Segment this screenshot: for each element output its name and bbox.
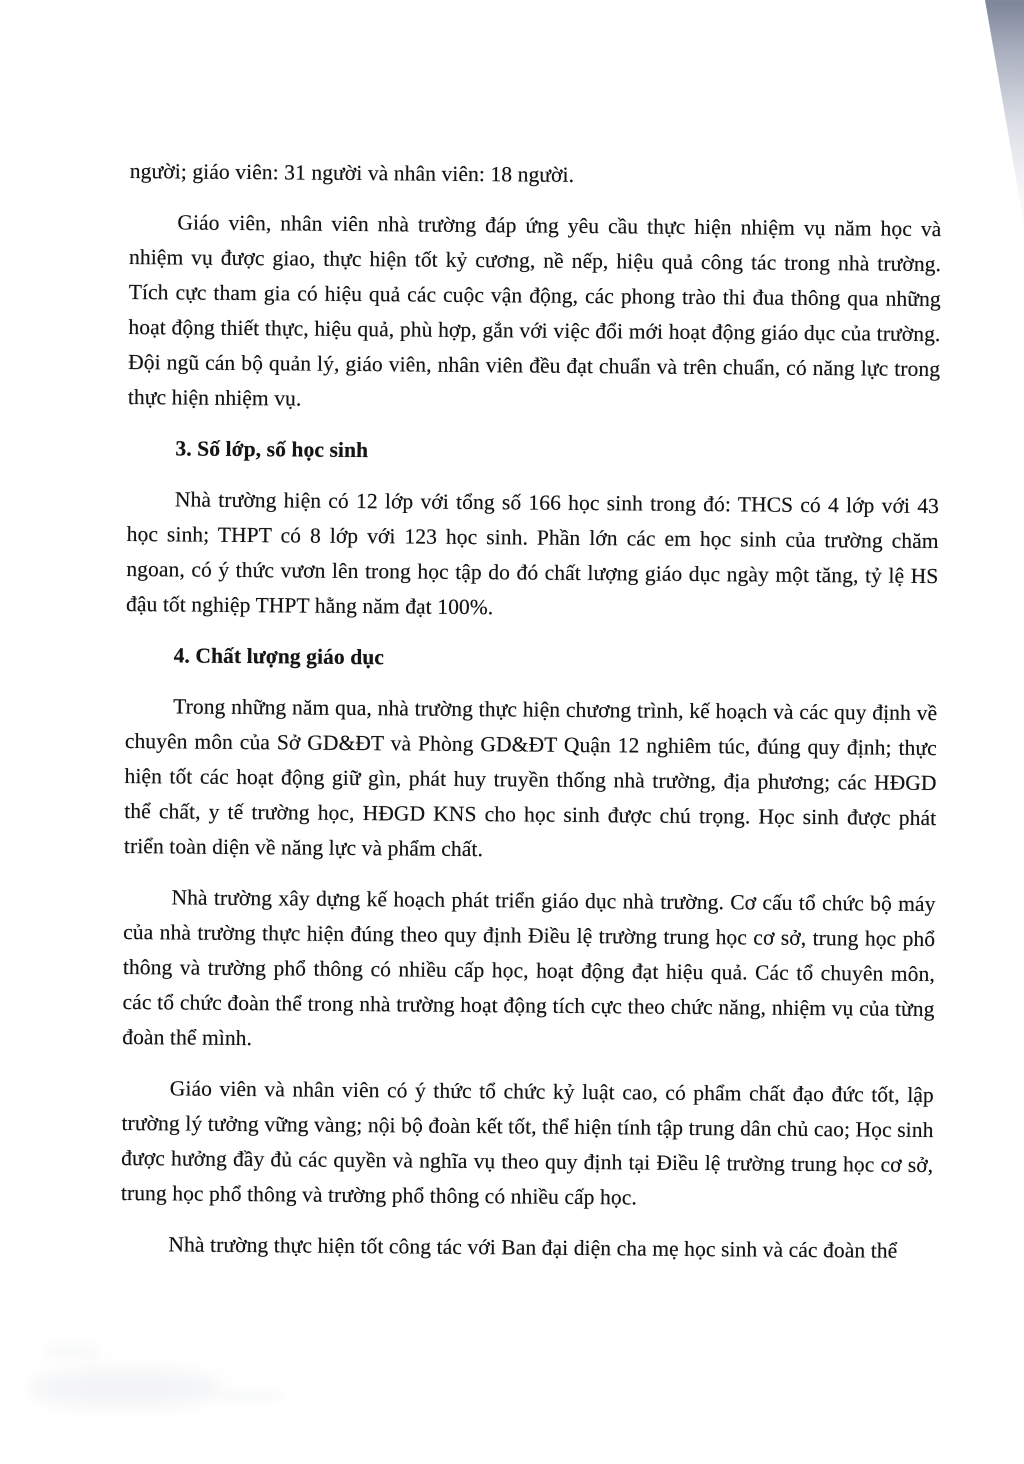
section-4-heading: 4. Chất lượng giáo dục [173, 643, 385, 670]
paragraph-education-quality-2: Nhà trường xây dựng kế hoạch phát triển giáo dục nhà trường. Cơ cấu tổ chức bộ máy của nhà trường thực hiện đúng theo quy định Điều lệ trường trung học cơ sở, trung học phổ thông và trường phổ thông có nhiều cấp học, hoạt động đạt hiệu quả. Các tổ chuyên môn, các tổ chức đoàn thể trong nhà trường hoạt động tích cực theo chức năng, nhiệm vụ của từng đoàn thể mình. [122, 885, 936, 1051]
section-3-heading: 3. Số lớp, số học sinh [175, 436, 369, 463]
scan-smudge [28, 1368, 223, 1408]
paragraph-education-quality-3: Giáo viên và nhân viên có ý thức tổ chức kỷ luật cao, có phẩm chất đạo đức tốt, lập trường lý tưởng vững vàng; nội bộ đoàn kết tốt, thể hiện tính tập trung dân chủ cao; Học sinh được hưởng đầy đủ các quyền và nghĩa vụ theo quy định tại Điều lệ trường trung học cơ sở, trung học phổ thông và trường phổ thông có nhiều cấp học. [120, 1076, 934, 1210]
scan-smudge [42, 1344, 102, 1358]
scan-smudge [218, 1390, 288, 1400]
document-body [120, 154, 942, 1269]
continuation-line: người; giáo viên: 31 người và nhân viên: 18 người. [129, 158, 575, 187]
paragraph-classes-students: Nhà trường hiện có 12 lớp với tổng số 166 học sinh trong đó: THCS có 4 lớp với 43 học sinh; THPT có 8 lớp với 123 học sinh. Phần lớn các em học sinh của trường chăm ngoan, có ý thức vươn lên trong học tập do đó chất lượng giáo dục ngày một tăng, tỷ lệ HS đậu tốt nghiệp THPT hằng năm đạt 100%. [125, 487, 940, 620]
paragraph-staff-quality: Giáo viên, nhân viên nhà trường đáp ứng yêu cầu thực hiện nhiệm vụ năm học và nhiệm vụ được giao, thực hiện tốt kỷ cương, nề nếp, hiệu quả công tác trong nhà trường. Tích cực tham gia có hiệu quả các cuộc vận động, các phong trào thi đua thông qua những hoạt động thiết thực, hiệu quả, phù hợp, gắn với việc đổi mới hoạt động giáo dục của trường. Đội ngũ cán bộ quản lý, giáo viên, nhân viên đều đạt chuẩn và trên chuẩn, có năng lực trong thực hiện nhiệm vụ. [127, 210, 942, 411]
paragraph-education-quality-1: Trong những năm qua, nhà trường thực hiện chương trình, kế hoạch và các quy định về chuyên môn của Sở GD&ĐT và Phòng GD&ĐT Quận 12 nghiêm túc, đúng quy định; thực hiện tốt các hoạt động giữ gìn, phát huy truyền thống nhà trường, địa phương; các HĐGD thể chất, y tế trường học, HĐGD KNS cho học sinh được chú trọng. Học sinh được phát triển toàn diện về năng lực và phẩm chất. [123, 694, 938, 862]
paragraph-education-quality-4: Nhà trường thực hiện tốt công tác với Ban đại diện cha mẹ học sinh và các đoàn thể [168, 1232, 898, 1263]
page-curl-shadow [962, 0, 1024, 282]
